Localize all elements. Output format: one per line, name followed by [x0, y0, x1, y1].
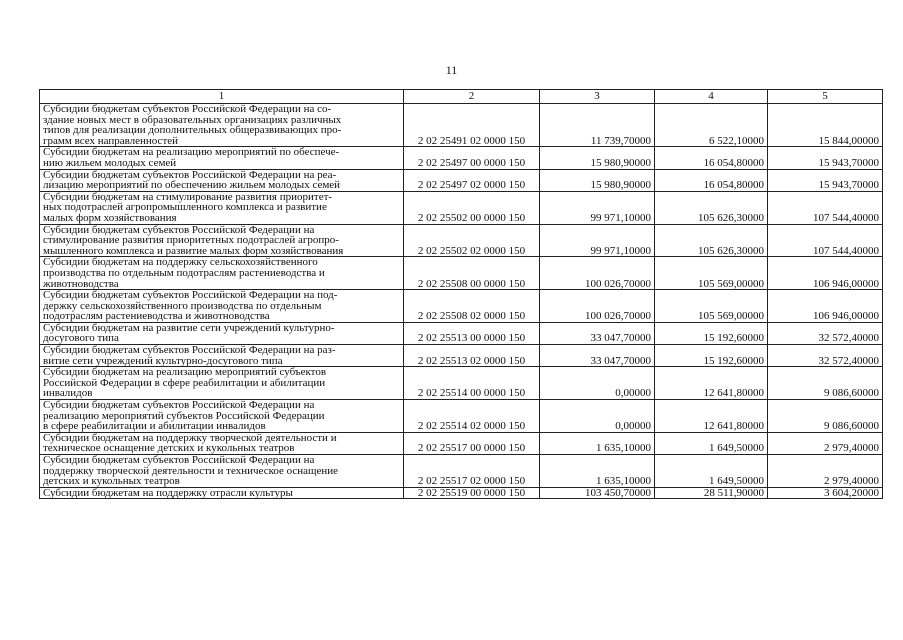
- row-description: Субсидии бюджетам субъектов Российской Федерации на реализацию мероприятий субъектов Российской Федерации в сфере реабилитации и абилитации инвалидов: [40, 400, 404, 433]
- row-value-year-1: 0,00000: [540, 367, 655, 400]
- column-header-year-3: 5: [768, 90, 883, 104]
- table-row: [40, 147, 883, 169]
- row-budget-code: 2 02 25497 02 0000 150: [404, 169, 540, 191]
- row-budget-code: 2 02 25497 00 0000 150: [404, 147, 540, 169]
- row-budget-code: 2 02 25517 02 0000 150: [404, 455, 540, 488]
- row-value-year-3: 3 604,20000: [768, 487, 883, 499]
- row-value-year-1: 99 971,10000: [540, 224, 655, 257]
- table-row: [40, 224, 883, 257]
- row-description: Субсидии бюджетам на реализацию мероприятий субъектов Российской Федерации в сфере реабилитации и абилитации инвалидов: [40, 367, 404, 400]
- row-budget-code: 2 02 25517 00 0000 150: [404, 432, 540, 454]
- table-row: [40, 322, 883, 344]
- row-value-year-2: 28 511,90000: [655, 487, 768, 499]
- row-value-year-1: 33 047,70000: [540, 345, 655, 367]
- row-value-year-2: 105 569,00000: [655, 257, 768, 290]
- row-value-year-2: 16 054,80000: [655, 169, 768, 191]
- row-value-year-3: 9 086,60000: [768, 400, 883, 433]
- column-header-code: 2: [404, 90, 540, 104]
- table-header-row: [40, 90, 883, 104]
- page-number: 11: [445, 63, 458, 77]
- row-value-year-1: 15 980,90000: [540, 147, 655, 169]
- table-row: [40, 191, 883, 224]
- row-value-year-3: 106 946,00000: [768, 290, 883, 323]
- row-budget-code: 2 02 25502 00 0000 150: [404, 191, 540, 224]
- row-budget-code: 2 02 25502 02 0000 150: [404, 224, 540, 257]
- table-row: [40, 345, 883, 367]
- row-value-year-3: 2 979,40000: [768, 455, 883, 488]
- table-row: [40, 169, 883, 191]
- row-value-year-2: 6 522,10000: [655, 104, 768, 147]
- row-value-year-1: 99 971,10000: [540, 191, 655, 224]
- row-value-year-2: 12 641,80000: [655, 367, 768, 400]
- row-description: Субсидии бюджетам на поддержку сельскохозяйственного производства по отдельным подотраслям растениеводства и животноводства: [40, 257, 404, 290]
- row-value-year-3: 32 572,40000: [768, 322, 883, 344]
- row-value-year-3: 107 544,40000: [768, 191, 883, 224]
- row-value-year-2: 105 626,30000: [655, 191, 768, 224]
- table-body: [40, 104, 883, 499]
- row-value-year-1: 100 026,70000: [540, 257, 655, 290]
- row-value-year-3: 15 844,00000: [768, 104, 883, 147]
- row-value-year-3: 32 572,40000: [768, 345, 883, 367]
- column-header-year-2: 4: [655, 90, 768, 104]
- row-value-year-2: 1 649,50000: [655, 432, 768, 454]
- row-value-year-1: 103 450,70000: [540, 487, 655, 499]
- row-value-year-2: 12 641,80000: [655, 400, 768, 433]
- row-description: Субсидии бюджетам на стимулирование развития приоритет- ных подотраслей агропромышленного комплекса и развитие малых форм хозяйствования: [40, 191, 404, 224]
- table-row: [40, 455, 883, 488]
- row-value-year-2: 15 192,60000: [655, 322, 768, 344]
- table-row: [40, 367, 883, 400]
- table-row: [40, 487, 883, 499]
- row-description: Субсидии бюджетам субъектов Российской Федерации на реа- лизацию мероприятий по обеспечению жильем молодых семей: [40, 169, 404, 191]
- row-description: Субсидии бюджетам на развитие сети учреждений культурно- досугового типа: [40, 322, 404, 344]
- row-description: Субсидии бюджетам субъектов Российской Федерации на под- держку сельскохозяйственного производства по отдельным подотраслям растениеводства и животноводства: [40, 290, 404, 323]
- row-description: Субсидии бюджетам субъектов Российской Федерации на поддержку творческой деятельности и техническое оснащение детских и кукольных театров: [40, 455, 404, 488]
- row-value-year-1: 1 635,10000: [540, 455, 655, 488]
- row-value-year-2: 16 054,80000: [655, 147, 768, 169]
- row-budget-code: 2 02 25513 02 0000 150: [404, 345, 540, 367]
- row-budget-code: 2 02 25519 00 0000 150: [404, 487, 540, 499]
- row-value-year-3: 9 086,60000: [768, 367, 883, 400]
- row-value-year-3: 106 946,00000: [768, 257, 883, 290]
- row-budget-code: 2 02 25513 00 0000 150: [404, 322, 540, 344]
- budget-revenue-table: [39, 89, 883, 499]
- row-description: Субсидии бюджетам субъектов Российской Федерации на стимулирование развития приоритетных подотраслей агропро- мышленного комплекса и развитие малых форм хозяйствования: [40, 224, 404, 257]
- row-value-year-1: 1 635,10000: [540, 432, 655, 454]
- row-value-year-1: 0,00000: [540, 400, 655, 433]
- row-value-year-1: 100 026,70000: [540, 290, 655, 323]
- row-budget-code: 2 02 25514 02 0000 150: [404, 400, 540, 433]
- table-row: [40, 104, 883, 147]
- row-value-year-1: 11 739,70000: [540, 104, 655, 147]
- row-budget-code: 2 02 25508 02 0000 150: [404, 290, 540, 323]
- row-description: Субсидии бюджетам субъектов Российской Федерации на раз- витие сети учреждений культурно-досугового типа: [40, 345, 404, 367]
- row-value-year-3: 2 979,40000: [768, 432, 883, 454]
- column-header-description: 1: [40, 90, 404, 104]
- row-value-year-1: 33 047,70000: [540, 322, 655, 344]
- column-header-year-1: 3: [540, 90, 655, 104]
- row-budget-code: 2 02 25491 02 0000 150: [404, 104, 540, 147]
- table-row: [40, 257, 883, 290]
- row-value-year-2: 15 192,60000: [655, 345, 768, 367]
- table-row: [40, 290, 883, 323]
- row-description: Субсидии бюджетам на поддержку отрасли культуры: [40, 487, 404, 499]
- row-budget-code: 2 02 25508 00 0000 150: [404, 257, 540, 290]
- row-value-year-3: 107 544,40000: [768, 224, 883, 257]
- row-value-year-2: 105 569,00000: [655, 290, 768, 323]
- table-row: [40, 400, 883, 433]
- row-description: Субсидии бюджетам субъектов Российской Федерации на со- здание новых мест в образовательных организациях различных типов для реализации дополнительных общеразвивающих про- грамм всех направленностей: [40, 104, 404, 147]
- row-description: Субсидии бюджетам на реализацию мероприятий по обеспече- нию жильем молодых семей: [40, 147, 404, 169]
- row-value-year-2: 1 649,50000: [655, 455, 768, 488]
- row-value-year-3: 15 943,70000: [768, 169, 883, 191]
- row-description: Субсидии бюджетам на поддержку творческой деятельности и техническое оснащение детских и кукольных театров: [40, 432, 404, 454]
- table-row: [40, 432, 883, 454]
- row-value-year-2: 105 626,30000: [655, 224, 768, 257]
- row-budget-code: 2 02 25514 00 0000 150: [404, 367, 540, 400]
- row-value-year-3: 15 943,70000: [768, 147, 883, 169]
- row-value-year-1: 15 980,90000: [540, 169, 655, 191]
